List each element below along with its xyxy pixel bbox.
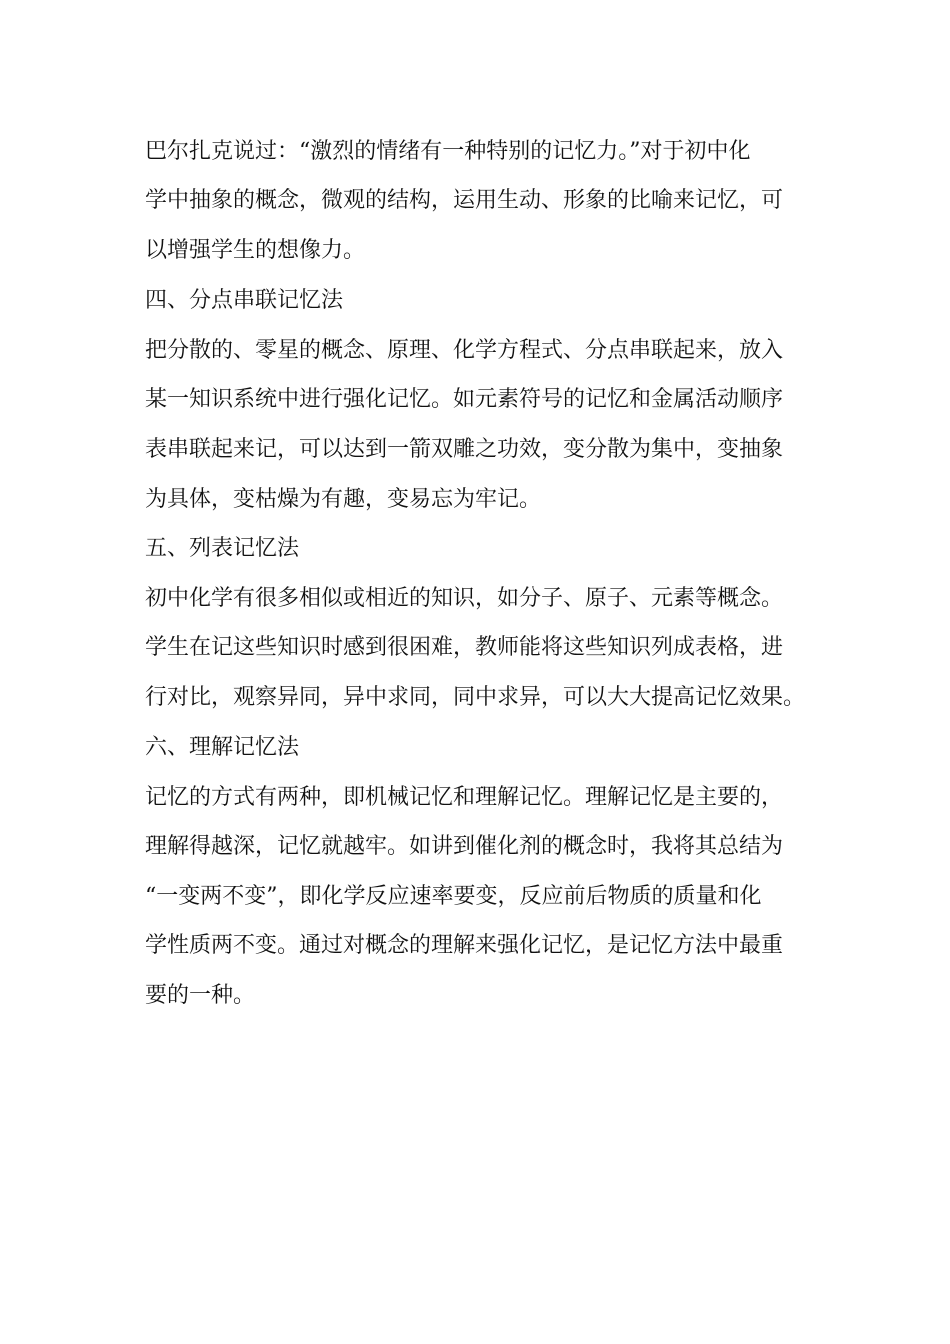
paragraph-line: 行对比，观察异同，异中求同，同中求异，可以大大提高记忆效果。 [145, 685, 806, 710]
paragraph-line: 为具体，变枯燥为有趣，变易忘为牢记。 [145, 487, 542, 512]
section-heading: 五、列表记忆法 [145, 536, 300, 561]
paragraph-line: 学生在记这些知识时感到很困难，教师能将这些知识列成表格，进 [145, 635, 784, 660]
paragraph-line: 学中抽象的概念，微观的结构，运用生动、形象的比喻来记忆，可 [145, 188, 784, 213]
paragraph-line: 学性质两不变。通过对概念的理解来强化记忆，是记忆方法中最重 [145, 933, 784, 958]
section-heading: 六、理解记忆法 [145, 735, 300, 760]
paragraph-line: 理解得越深，记忆就越牢。如讲到催化剂的概念时，我将其总结为 [145, 834, 784, 859]
paragraph-line: 表串联起来记，可以达到一箭双雕之功效，变分散为集中，变抽象 [145, 437, 784, 462]
paragraph-line: 把分散的、零星的概念、原理、化学方程式、分点串联起来，放入 [145, 338, 784, 363]
paragraph-line: 记忆的方式有两种，即机械记忆和理解记忆。理解记忆是主要的， [145, 785, 784, 810]
paragraph-line: “一变两不变”，即化学反应速率要变，反应前后物质的质量和化 [145, 884, 762, 909]
paragraph-line: 巴尔扎克说过：“激烈的情绪有一种特别的记忆力。”对于初中化 [145, 139, 751, 164]
paragraph-line: 要的一种。 [145, 983, 256, 1008]
paragraph-line: 以增强学生的想像力。 [145, 238, 366, 263]
paragraph-line: 初中化学有很多相似或相近的知识，如分子、原子、元素等概念。 [145, 586, 784, 611]
section-heading: 四、分点串联记忆法 [145, 288, 344, 313]
paragraph-line: 某一知识系统中进行强化记忆。如元素符号的记忆和金属活动顺序 [145, 387, 784, 412]
